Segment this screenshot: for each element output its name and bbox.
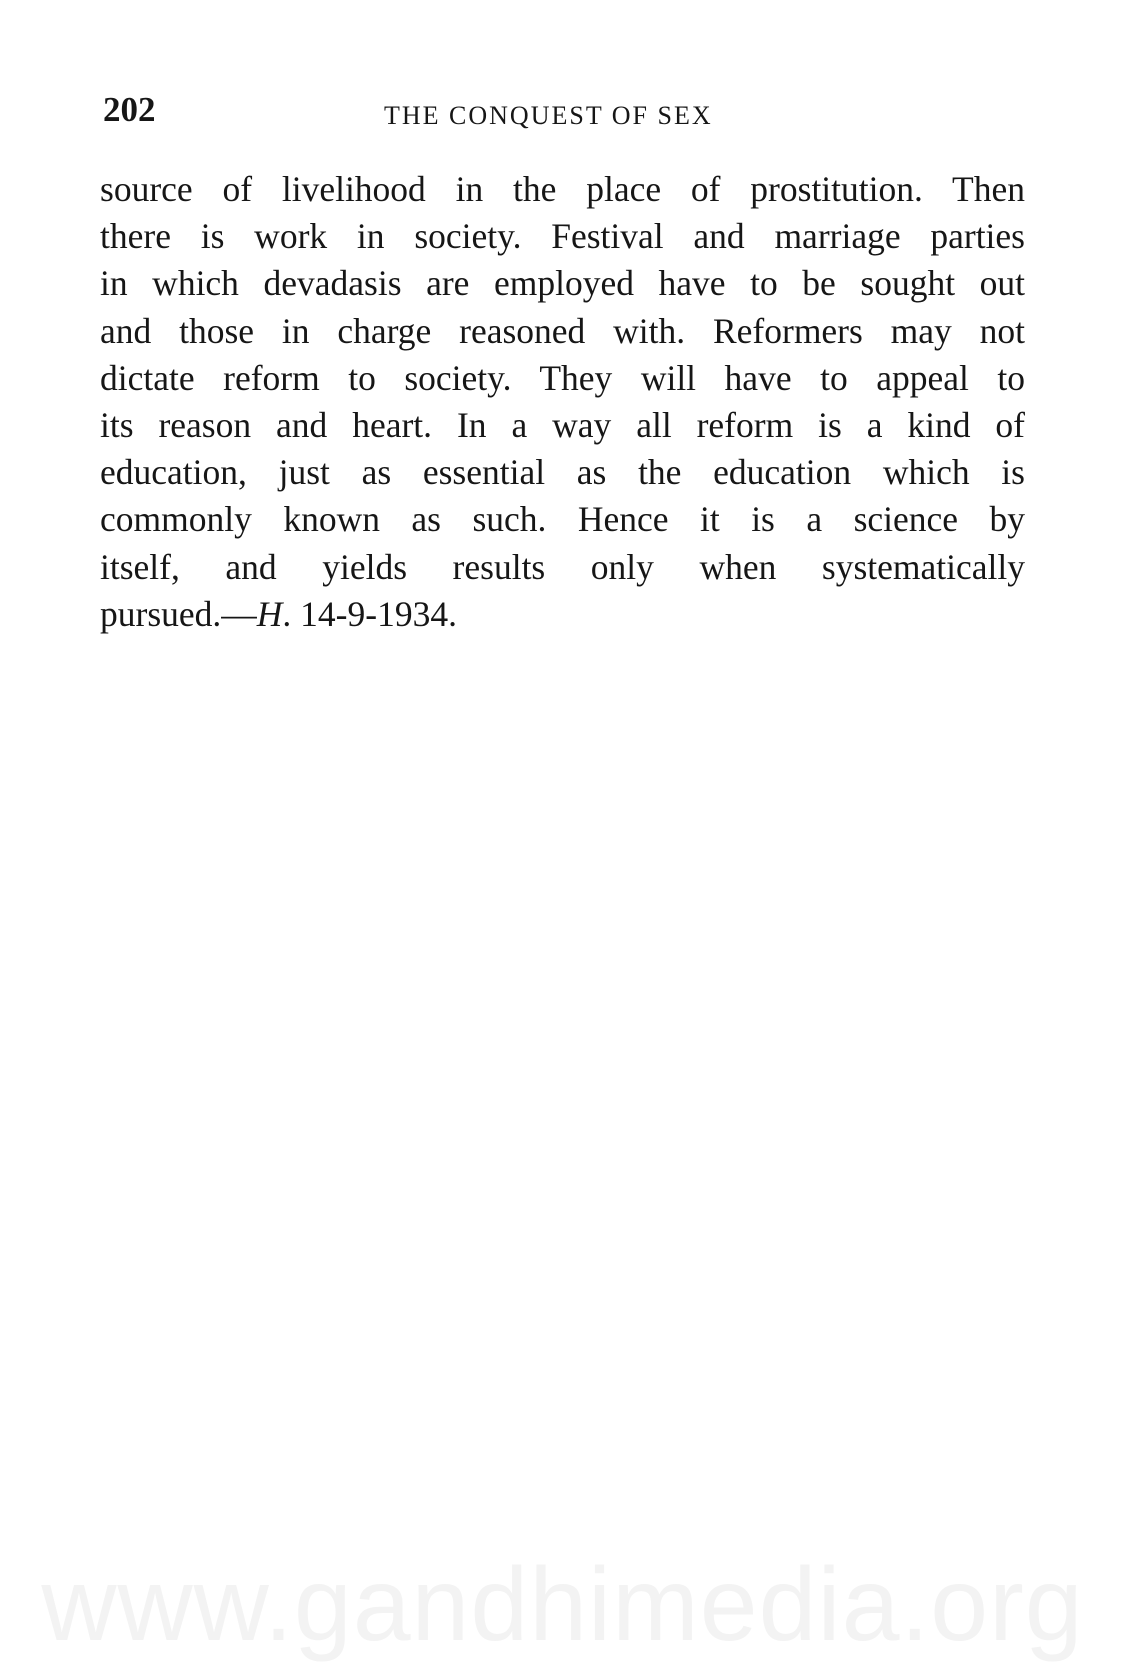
last-line-text: pursued.— — [100, 593, 257, 634]
watermark: www.gandhimedia.org — [41, 1547, 1084, 1663]
text-line: education, just as essential as the education which is — [100, 452, 1025, 493]
text-line: and those in charge reasoned with. Reformers may not — [100, 310, 1025, 351]
text-line-last — [100, 591, 1025, 638]
text-line: source of livelihood in the place of prostitution. Then — [100, 169, 1025, 209]
text-line: its reason and heart. In a way all reform is a kind of — [100, 404, 1025, 445]
text-line: dictate reform to society. They will have to appeal to — [100, 357, 1025, 398]
text-line: in which devadasis are employed have to be sought out — [100, 263, 1025, 304]
text-line: itself, and yields results only when systematically — [100, 546, 1025, 587]
source-date: . 14-9-1934. — [282, 593, 457, 634]
text-line: commonly known as such. Hence it is a science by — [100, 499, 1025, 540]
source-reference: H — [256, 593, 283, 634]
text-line: there is work in society. Festival and marriage parties — [100, 216, 1025, 257]
body-paragraph — [100, 166, 1025, 638]
page-number: 202 — [103, 90, 156, 129]
running-title: THE CONQUEST OF SEX — [384, 101, 713, 130]
